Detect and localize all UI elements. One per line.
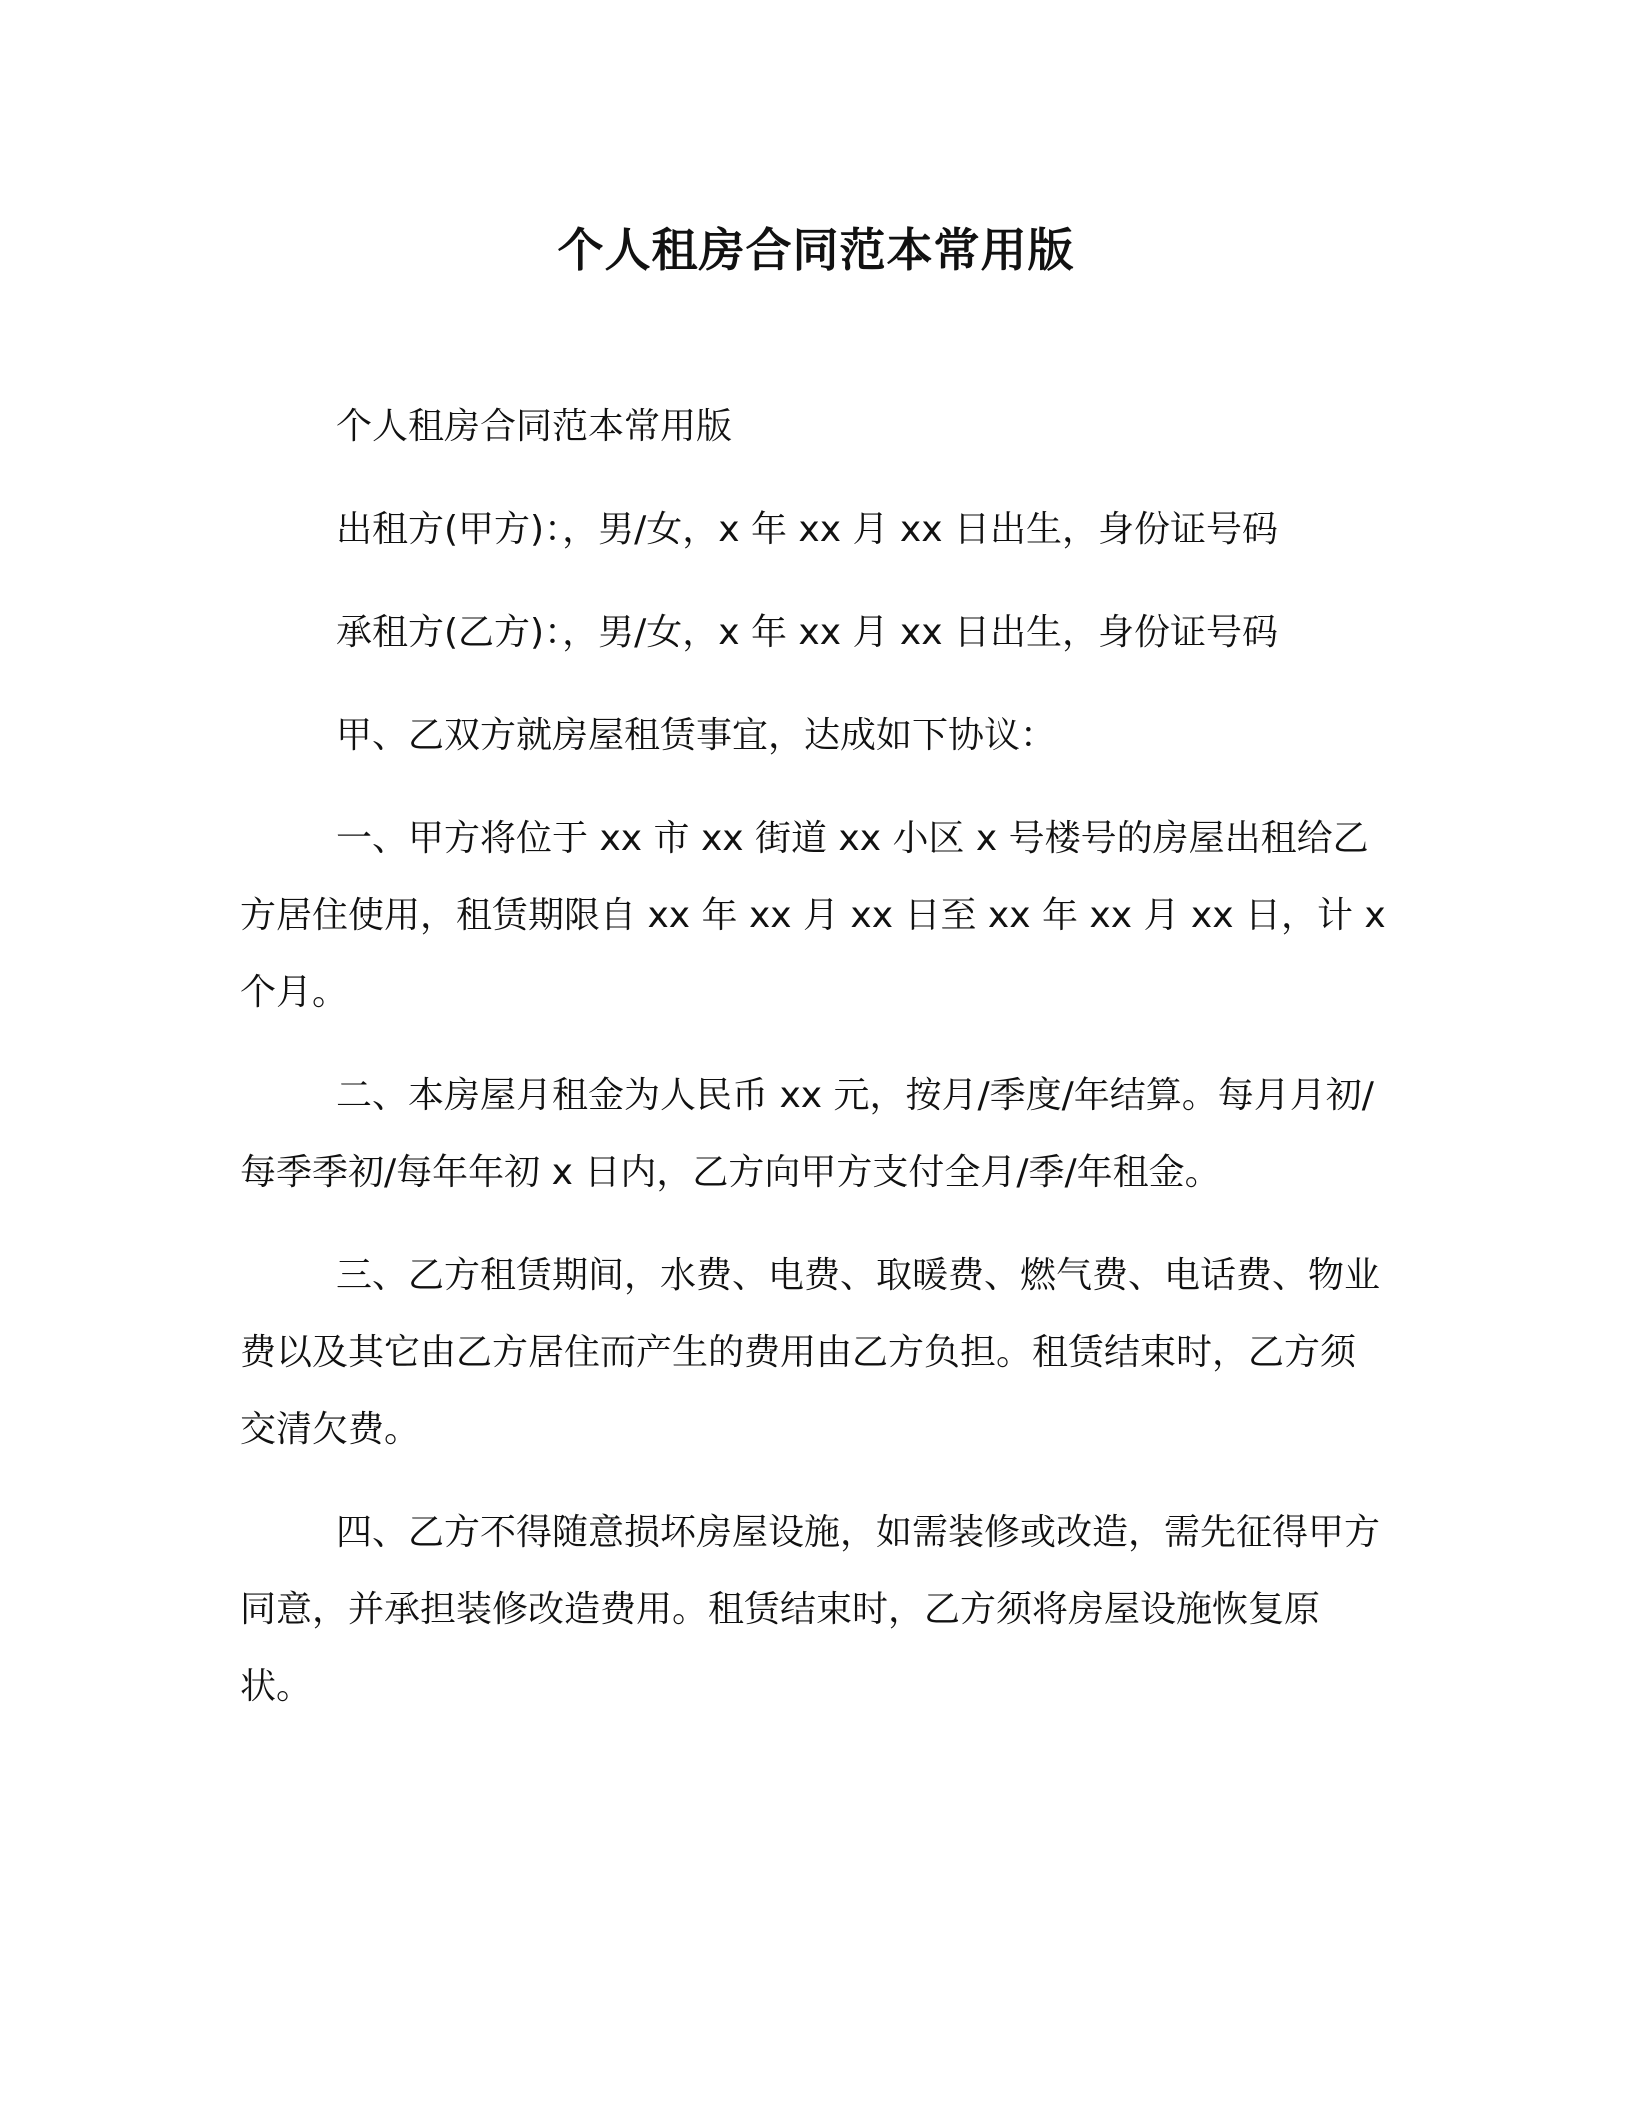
paragraph-agreement-intro: 甲、乙双方就房屋租赁事宜，达成如下协议： <box>336 715 1057 756</box>
paragraph-clause-2: 二、本房屋月租金为人民币 xx 元，按月/季度/年结算。每月月初/每季季初/每年年初 x 日内，乙方向甲方支付全月/季/年租金。 <box>240 1075 1374 1193</box>
paragraph-lessor: 出租方(甲方)：，男/女，x 年 xx 月 xx 日出生，身份证号码 <box>336 509 1278 550</box>
paragraph-clause-1: 一、甲方将位于 xx 市 xx 街道 xx 小区 x 号楼号的房屋出租给乙方居住使用，租赁期限自 xx 年 xx 月 xx 日至 xx 年 xx 月 xx 日，计 x 个月。 <box>240 818 1386 1013</box>
document-body <box>240 388 1390 1751</box>
document-title: 个人租房合同范本常用版 <box>557 223 1075 277</box>
paragraph-lessee: 承租方(乙方)：，男/女，x 年 xx 月 xx 日出生，身份证号码 <box>336 612 1278 653</box>
paragraph-subtitle: 个人租房合同范本常用版 <box>336 406 733 447</box>
paragraph-clause-3: 三、乙方租赁期间，水费、电费、取暖费、燃气费、电话费、物业费以及其它由乙方居住而产生的费用由乙方负担。租赁结束时，乙方须交清欠费。 <box>240 1255 1381 1450</box>
paragraph-clause-4: 四、乙方不得随意损坏房屋设施，如需装修或改造，需先征得甲方同意，并承担装修改造费用。租赁结束时，乙方须将房屋设施恢复原状。 <box>240 1512 1381 1707</box>
